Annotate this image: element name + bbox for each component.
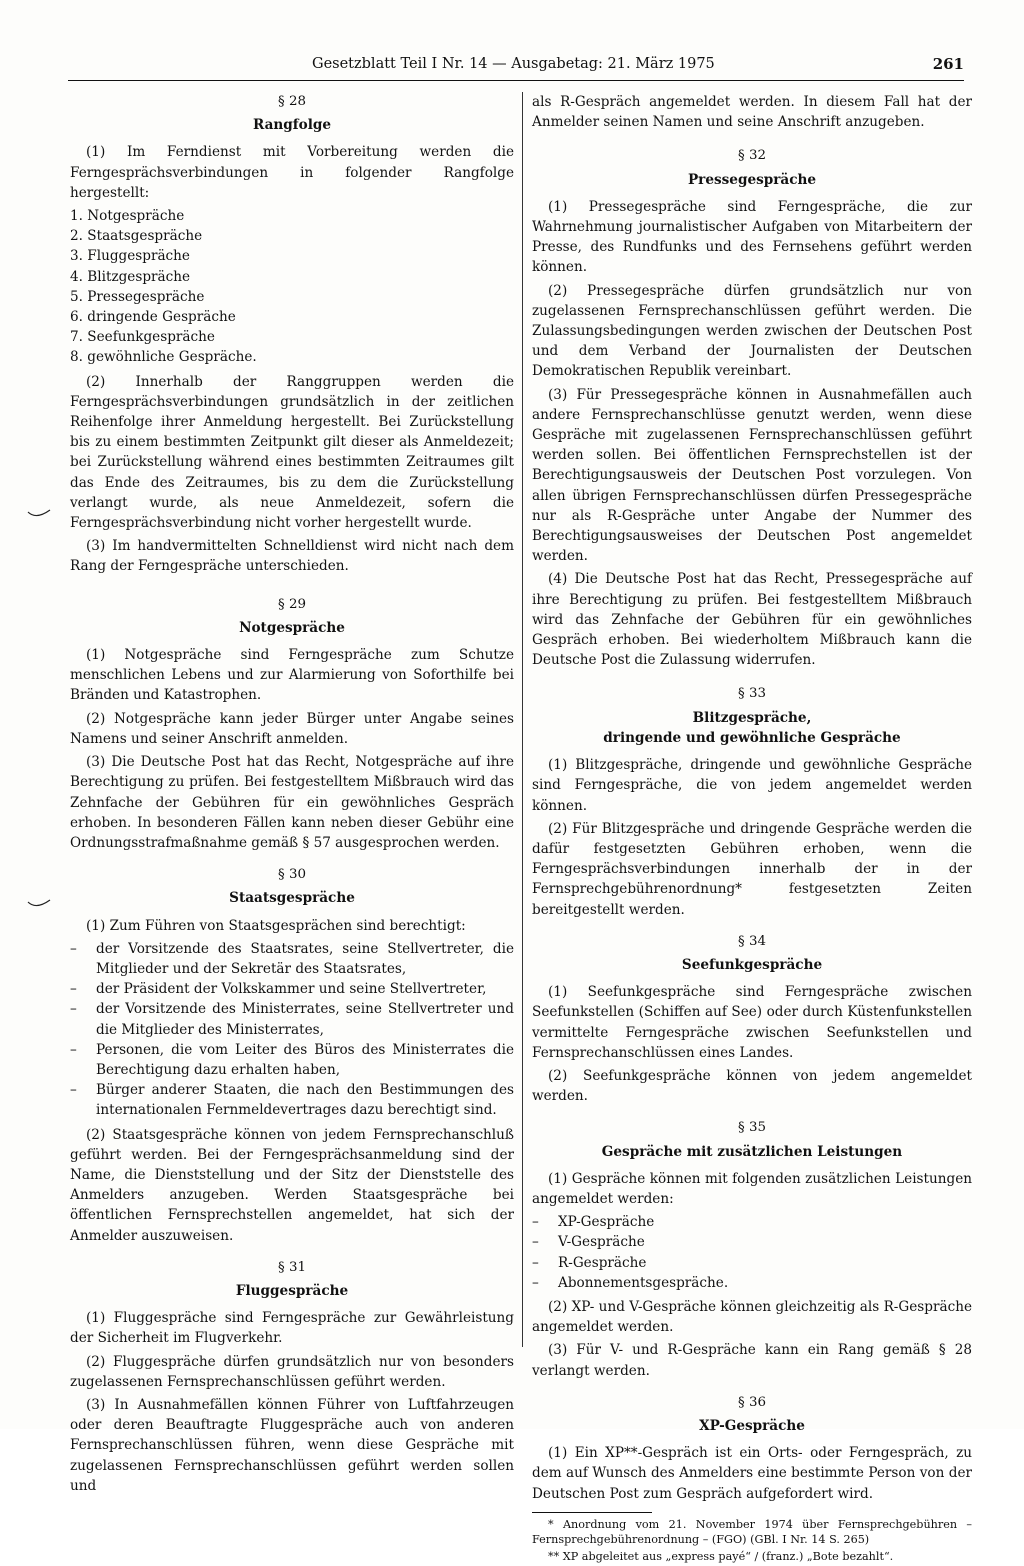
paragraph: (2) XP- und V-Gespräche können gleichzeitig als R-Gespräche angemeldet werden. <box>532 1298 972 1336</box>
footnote-rule <box>532 1512 652 1513</box>
paragraph: (1) Gespräche können mit folgenden zusätzlichen Leistungen angemeldet werden: <box>532 1170 972 1207</box>
section-number: § 34 <box>738 933 766 949</box>
footnote: ** XP abgeleitet aus „express payé“ / (franz.) „Bote bezahlt“. <box>548 1549 894 1563</box>
paragraph-continuation: als R-Gespräch angemeldet werden. In diesem Fall hat der Anmelder seinen Namen und seine Anschrift anzugeben. <box>532 94 972 131</box>
section-number: § 35 <box>738 1120 766 1136</box>
list-item: 2. Staatsgespräche <box>70 228 203 245</box>
list-item: 4. Blitzgespräche <box>70 268 191 285</box>
paragraph: (3) Für Pressegespräche können in Ausnahmefällen auch andere Fernsprechanschlüsse genutzt werden, wenn diese Gespräche mit zugelassenen Fernsprechanschlüssen geführt werden sollen. Bei öffentlichen Fernsprechstellen ist der Berechtigungsausweis der Deutschen Post vorzulegen. Von allen übrigen Fernsprechanschlüssen dürfen Pressegespräche nur als R-Gespräche unter Angabe der Nummer des Berechtigungsausweises der Deutschen Post angemeldet werden. <box>532 386 972 565</box>
section-number: § 32 <box>738 148 766 164</box>
paragraph: (2) Seefunkgespräche können von jedem angemeldet werden. <box>532 1067 972 1105</box>
section-title: Rangfolge <box>252 117 332 134</box>
section-number: § 31 <box>278 1259 306 1275</box>
list-item: 1. Notgespräche <box>70 208 185 225</box>
paragraph: (2) Fluggespräche dürfen grundsätzlich nur von besonders zugelassenen Fernsprechanschlüssen geführt werden. <box>70 1353 514 1390</box>
list-item: 6. dringende Gespräche <box>70 309 236 326</box>
paragraph: (2) Notgespräche kann jeder Bürger unter Angabe seines Namens und seiner Anschrift anmelden. <box>70 710 514 747</box>
list-item: – R-Gespräche <box>532 1253 972 1273</box>
left-column <box>70 92 514 1499</box>
list-item: – V-Gespräche <box>532 1232 972 1252</box>
list-item: 5. Pressegespräche <box>70 288 205 305</box>
section-number: § 28 <box>278 94 306 109</box>
section-title: Staatsgespräche <box>229 890 355 907</box>
section-title: Fluggespräche <box>235 1282 349 1299</box>
section-number: § 33 <box>738 686 766 702</box>
section-title: Pressegespräche <box>687 171 817 188</box>
section-title: Blitzgespräche, <box>692 709 812 726</box>
paragraph: (1) Pressegespräche sind Ferngespräche, die zur Wahrnehmung journalistischer Aufgaben von Mitarbeitern der Presse, des Rundfunks und des Fernsehens geführt werden können. <box>532 198 972 276</box>
section-title: Gespräche mit zusätzlichen Leistungen <box>601 1143 903 1160</box>
list-item: – der Präsident der Volkskammer und seine Stellvertreter, <box>70 979 514 999</box>
paragraph: (2) Pressegespräche dürfen grundsätzlich nur von zugelassenen Fernsprechanschlüssen geführt werden. Die Zulassungsbedingungen werden zwischen der Deutschen Post und dem Verband der Journalisten der Deutschen Demokratischen Republik vereinbart. <box>532 282 972 380</box>
margin-check-mark <box>26 896 52 910</box>
page-number: 261 <box>932 55 964 73</box>
paragraph: (1) Notgespräche sind Ferngespräche zum Schutze menschlichen Lebens und zur Alarmierung von Soforthilfe bei Bränden und Katastrophen. <box>70 647 514 704</box>
paragraph: (1) Im Ferndienst mit Vorbereitung werden die Ferngesprächsverbindungen in folgender Rangfolge hergestellt: <box>70 144 514 201</box>
paragraph: (1) Fluggespräche sind Ferngespräche zur Gewährleistung der Sicherheit im Flugverkehr. <box>70 1310 514 1347</box>
page-header <box>68 54 964 81</box>
list-item: – XP-Gespräche <box>532 1212 972 1232</box>
list-item: – der Vorsitzende des Ministerrates, seine Stellvertreter und die Mitglieder des Ministerrates, <box>70 999 514 1039</box>
authorized-list <box>70 939 514 1121</box>
paragraph: (2) Staatsgespräche können von jedem Fernsprechanschluß geführt werden. Bei der Ferngesprächsanmeldung sind der Name, die Dienststellung und der Sitz der Dienststelle des Anmelders anzugeben. Werden Staatsgespräche bei öffentlichen Fernsprechstellen angemeldet, hat sich der Anmelder auszuweisen. <box>70 1126 514 1244</box>
list-item: 8. gewöhnliche Gespräche. <box>70 349 257 366</box>
paragraph: (3) Im handvermittelten Schnelldienst wird nicht nach dem Rang der Ferngespräche unterschieden. <box>70 538 514 575</box>
section-number: § 29 <box>278 596 306 612</box>
paragraph: (1) Seefunkgespräche sind Ferngespräche zwischen Seefunkstellen (Schiffen auf See) oder durch Küstenfunkstellen vermittelte Ferngespräche zwischen Seefunkstellen und Fernsprechanschlüssen eines Landes. <box>532 984 972 1061</box>
list-item: 3. Fluggespräche <box>70 248 190 265</box>
section-title: XP-Gespräche <box>699 1417 805 1434</box>
list-item: – Bürger anderer Staaten, die nach den Bestimmungen des internationalen Fernmeldevertrages dazu berechtigt sind. <box>70 1080 514 1120</box>
list-item: – Personen, die vom Leiter des Büros des Ministerrates die Berechtigung dazu erhalten haben, <box>70 1040 514 1080</box>
column-divider <box>522 92 523 1347</box>
paragraph: (2) Für Blitzgespräche und dringende Gespräche werden die dafür festgesetzten Gebühren erhoben, wenn die Ferngesprächsverbindungen innerhalb der in der Fernsprechgebührenordnung* festgesetzten Zeiten bereitgestellt werden. <box>532 820 972 918</box>
section-title: dringende und gewöhnliche Gespräche <box>603 729 901 746</box>
list-item: – Abonnementsgespräche. <box>532 1273 972 1293</box>
paragraph: (3) In Ausnahmefällen können Führer von Luftfahrzeugen oder deren Beauftragte Fluggespräche auch von anderen Fernsprechanschlüssen führen, wenn diese Gespräche mit zugelassenen Fernsprechanschlüssen geführt werden sollen und <box>70 1396 514 1494</box>
rank-list <box>70 206 514 368</box>
right-column <box>532 92 972 1566</box>
service-list <box>532 1212 972 1293</box>
list-item: 7. Seefunkgespräche <box>70 329 215 346</box>
list-item: – der Vorsitzende des Staatsrates, seine Stellvertreter, die Mitglieder und der Sekretär des Staatsrates, <box>70 939 514 979</box>
paragraph: (1) Blitzgespräche, dringende und gewöhnliche Gespräche sind Ferngespräche, die von jedem angemeldet werden können. <box>532 757 972 814</box>
margin-check-mark <box>26 506 52 520</box>
paragraph: (2) Innerhalb der Ranggruppen werden die Ferngesprächsverbindungen grundsätzlich in der zeitlichen Reihenfolge ihrer Anmeldung hergestellt. Bei Zurückstellung bis zu einem bestimmten Zeitpunkt gilt dieser als Anmeldezeit; bei Zurückstellung während eines bestimmten Zeitraumes gilt das Ende des Zeitraumes, bis zu dem die Zurückstellung verlangt wurde, als neue Anmeldezeit, sofern die Ferngesprächsverbindung nicht vorher hergestellt wurde. <box>70 373 514 532</box>
section-title: Notgespräche <box>239 619 345 636</box>
paragraph: (1) Zum Führen von Staatsgesprächen sind berechtigt: <box>86 917 466 934</box>
paragraph: (1) Ein XP**-Gespräch ist ein Orts- oder Ferngespräch, zu dem auf Wunsch des Anmelders eine bestimmte Person von der Deutschen Post zum Gespräch aufgefordert wird. <box>532 1445 972 1502</box>
section-title: Seefunkgespräche <box>681 956 823 973</box>
header-title: Gesetzblatt Teil I Nr. 14 — Ausgabetag: 21. März 1975 <box>312 56 715 72</box>
section-number: § 36 <box>738 1394 766 1410</box>
paragraph: (4) Die Deutsche Post hat das Recht, Pressegespräche auf ihre Berechtigung zu prüfen. Bei festgestelltem Mißbrauch wird das Zehnfache der Gebühren für ein gewöhnliches Gespräch erhoben. Bei wiederholtem Mißbrauch kann die Deutsche Post die Zulassung widerrufen. <box>532 571 972 669</box>
paragraph: (3) Die Deutsche Post hat das Recht, Notgespräche auf ihre Berechtigung zu prüfen. Bei festgestelltem Mißbrauch wird das Zehnfache der Gebühren für ein gewöhnliches Gespräch erhoben. In besonderen Fällen kann neben dieser Gebühr eine Ordnungsstrafmaßnahme gemäß § 57 ausgesprochen werden. <box>70 754 514 851</box>
section-number: § 30 <box>278 867 306 883</box>
footnote: * Anordnung vom 21. November 1974 über Fernsprechgebühren – Fernsprechgebührenordnung – (FGO) (GBl. I Nr. 14 S. 265) <box>532 1517 972 1546</box>
paragraph: (3) Für V- und R-Gespräche kann ein Rang gemäß § 28 verlangt werden. <box>532 1342 972 1379</box>
